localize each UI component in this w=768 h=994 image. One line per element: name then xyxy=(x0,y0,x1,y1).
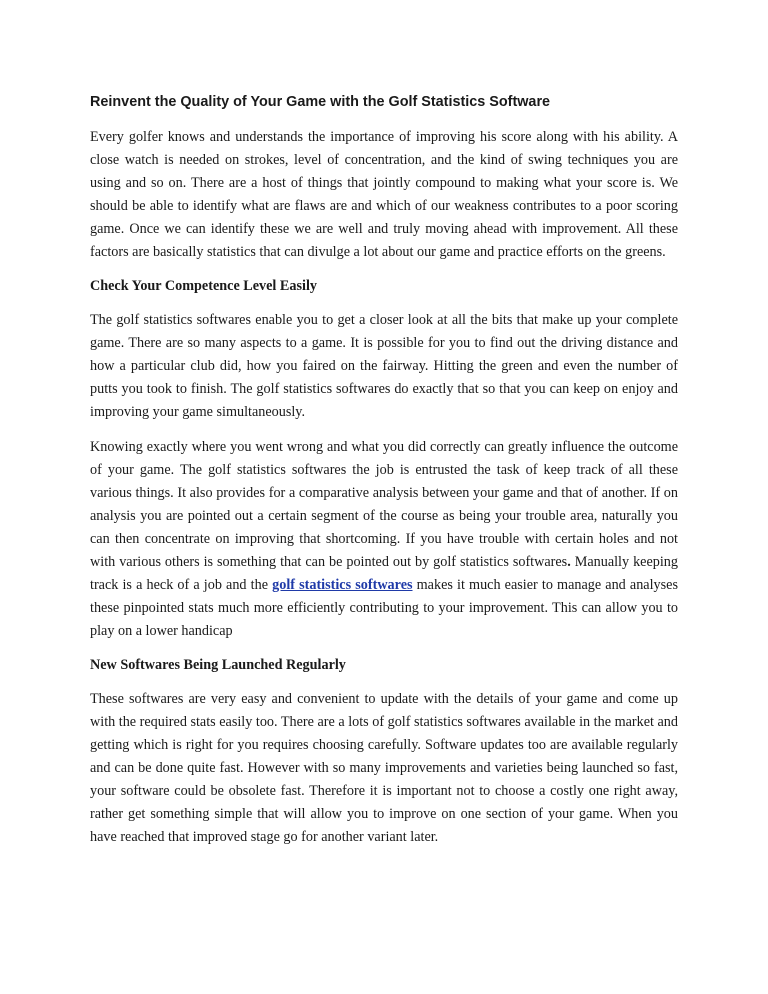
section-heading-competence: Check Your Competence Level Easily xyxy=(90,278,317,294)
new-softwares-paragraph: These softwares are very easy and convenient to update with the details of your game and come up with the required stats easily too. There are a lots of golf statistics softwares available in the market and getting which is right for you requires choosing carefully. Software updates too are available regularly and can be done quite fast. However with so many improvements and varieties being launched so fast, your software could be obsolete fast. Therefore it is important not to choose a costly one right away, rather get something simple that will allow you to improve on one section of your game. When you have reached that improved stage go for another variant later. xyxy=(90,691,678,845)
golf-statistics-softwares-link[interactable]: golf statistics softwares xyxy=(272,577,413,593)
document-title: Reinvent the Quality of Your Game with the Golf Statistics Software xyxy=(90,94,551,110)
intro-paragraph: Every golfer knows and understands the importance of improving his score along with his ability. A close watch is needed on strokes, level of concentration, and the kind of swing techniques you are using and so on. There are a host of things that jointly compound to making what your score is. We should be able to identify what are flaws are and which of our weakness contributes to a poor scoring game. Once we can identify these we are well and truly moving ahead with improvement. All these factors are basically statistics that can divulge a lot about our game and practice efforts on the greens. xyxy=(90,129,678,260)
competence-paragraph-2-mid: Manually keeping track is a heck of a job and the xyxy=(90,554,678,593)
competence-paragraph-1: The golf statistics softwares enable you to get a closer look at all the bits that make up your complete game. There are so many aspects to a game. It is possible for you to find out the driving distance and how a particular club did, how you faired on the fairway. Hitting the green and even the number of putts you took to finish. The golf statistics softwares do exactly that so that you can keep on enjoy and improving your game simultaneously. xyxy=(90,312,678,420)
document-page xyxy=(90,92,678,861)
section-heading-new-softwares: New Softwares Being Launched Regularly xyxy=(90,657,346,673)
competence-paragraph-2-start: Knowing exactly where you went wrong and what you did correctly can greatly influence the outcome of your game. The golf statistics softwares the job is entrusted the task of keep track of all these various things. It also provides for a comparative analysis between your game and that of another. If on analysis you are pointed out a certain segment of the course as being your trouble area, naturally you can then concentrate on improving that shortcoming. If you have trouble with certain holes and not with various others is something that can be pointed out by golf statistics softwares xyxy=(90,439,678,570)
competence-paragraph-2-end: makes it much easier to manage and analyses these pinpointed stats much more efficiently contributing to your improvement. This can allow you to play on a lower handicap xyxy=(90,577,678,639)
bold-period: . xyxy=(567,554,571,570)
competence-paragraph-2 xyxy=(90,436,678,643)
